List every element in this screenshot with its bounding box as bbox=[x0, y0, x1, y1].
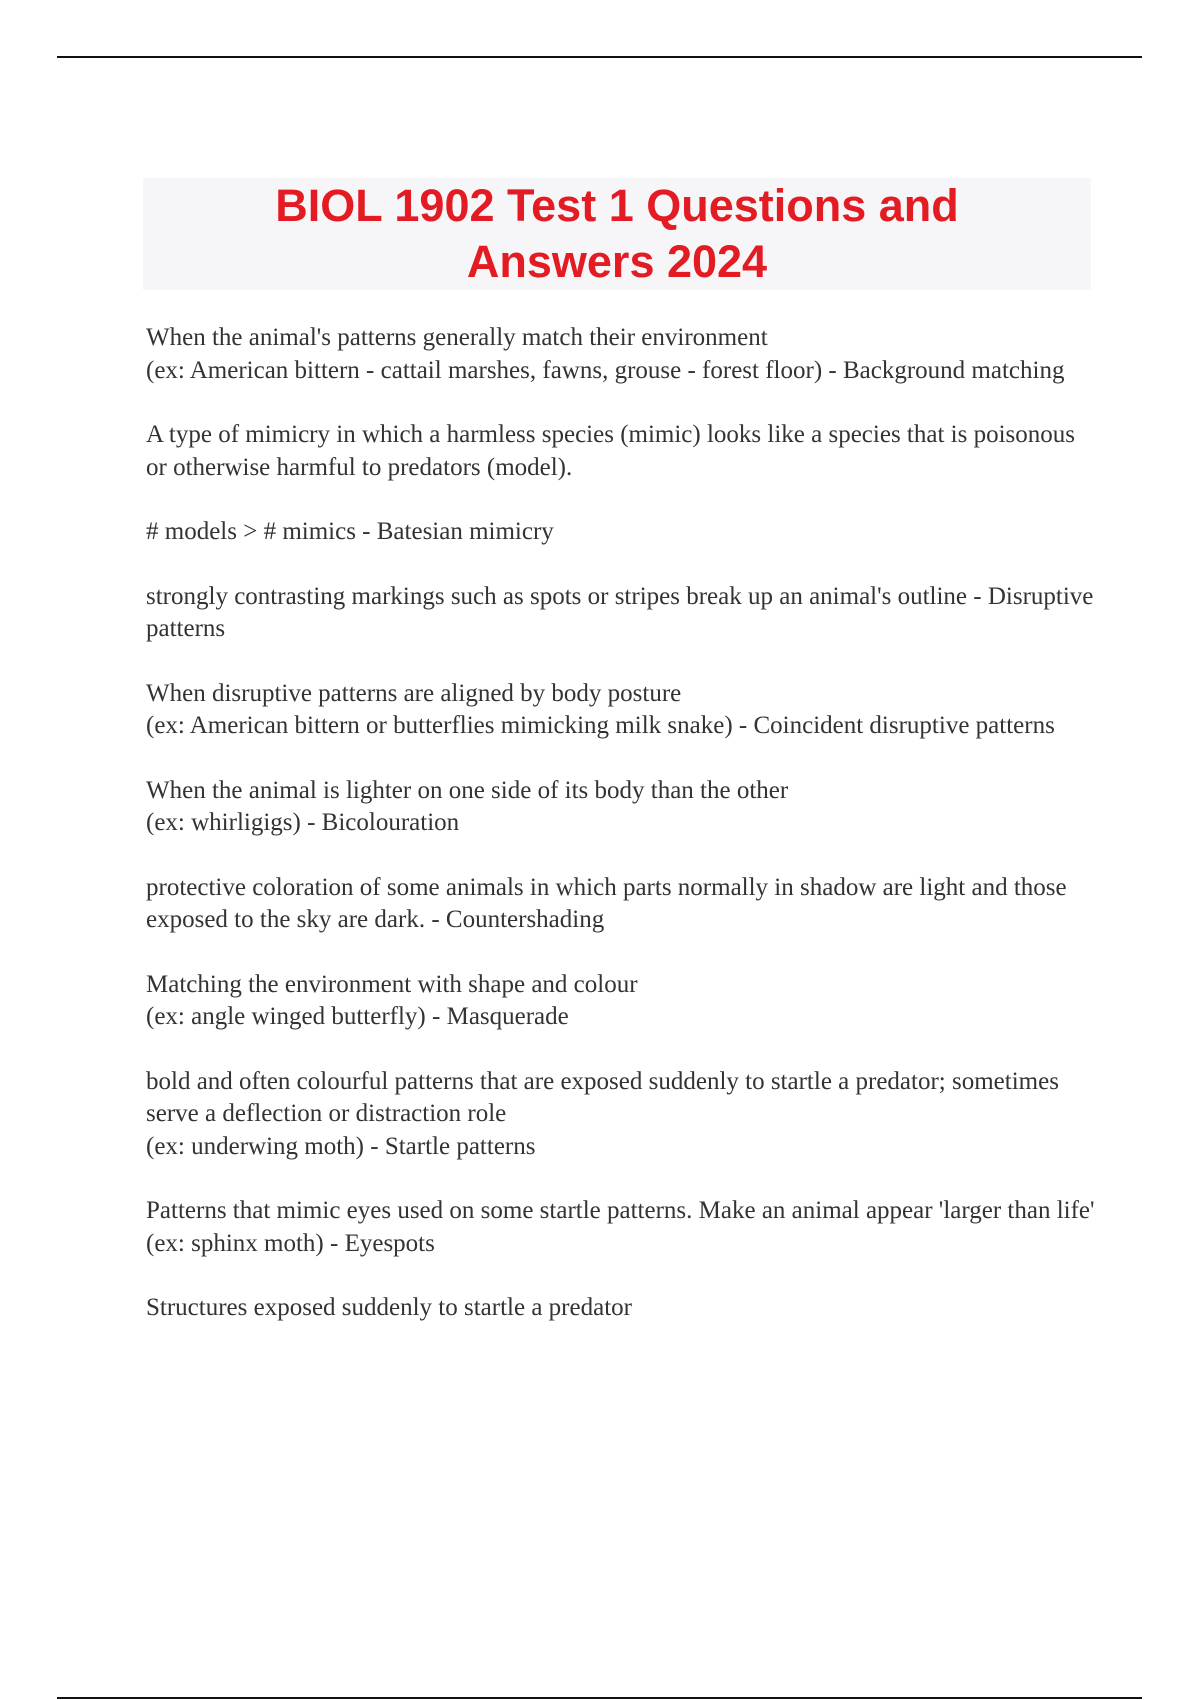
qa-entry bbox=[146, 775, 1096, 840]
qa-entry bbox=[146, 581, 1096, 646]
qa-line: protective coloration of some animals in which parts normally in shadow are light and those exposed to the sky are dark. - Countershading bbox=[146, 873, 1067, 933]
qa-line: When the animal's patterns generally match their environment bbox=[146, 324, 768, 351]
qa-entry bbox=[146, 1195, 1096, 1260]
qa-line: (ex: American bittern or butterflies mimicking milk snake) - Coincident disruptive patterns bbox=[146, 712, 1055, 739]
qa-line: When disruptive patterns are aligned by body posture bbox=[146, 679, 682, 707]
qa-entry bbox=[146, 1292, 1096, 1325]
qa-line: (ex: whirligigs) - Bicolouration bbox=[146, 809, 460, 836]
qa-line: (ex: underwing moth) - Startle patterns bbox=[146, 1132, 536, 1160]
qa-line: A type of mimicry in which a harmless species (mimic) looks like a species that is poisonous or otherwise harmful to predators (model). bbox=[146, 421, 1075, 481]
qa-line: Matching the environment with shape and colour bbox=[146, 970, 638, 998]
qa-entry bbox=[146, 872, 1096, 937]
qa-line: (ex: angle winged butterfly) - Masquerade bbox=[146, 1003, 569, 1030]
qa-entry bbox=[146, 678, 1096, 743]
qa-entry bbox=[146, 516, 1096, 549]
qa-entry bbox=[146, 969, 1096, 1034]
qa-entry bbox=[146, 1066, 1096, 1164]
qa-line: (ex: American bittern - cattail marshes, fawns, grouse - forest floor) - Background matching bbox=[146, 356, 1065, 384]
document-title: BIOL 1902 Test 1 Questions and Answers 2024 bbox=[275, 180, 959, 287]
qa-line: (ex: sphinx moth) - Eyespots bbox=[146, 1229, 435, 1257]
qa-line: When the animal is lighter on one side of its body than the other bbox=[146, 776, 789, 804]
qa-line: # models > # mimics - Batesian mimicry bbox=[146, 518, 554, 545]
qa-line: bold and often colourful patterns that are exposed suddenly to startle a predator; sometimes serve a deflection or distraction role bbox=[146, 1067, 1059, 1127]
qa-line: Patterns that mimic eyes used on some startle patterns. Make an animal appear 'larger than life' bbox=[146, 1197, 1095, 1224]
qa-list bbox=[146, 322, 1096, 1357]
qa-line: strongly contrasting markings such as spots or stripes break up an animal's outline - Disruptive patterns bbox=[146, 582, 1094, 642]
bottom-rule bbox=[57, 1697, 1142, 1699]
title-banner bbox=[143, 178, 1091, 290]
qa-line: Structures exposed suddenly to startle a predator bbox=[146, 1294, 632, 1321]
qa-entry bbox=[146, 322, 1096, 387]
qa-entry bbox=[146, 419, 1096, 484]
top-rule bbox=[57, 56, 1142, 58]
